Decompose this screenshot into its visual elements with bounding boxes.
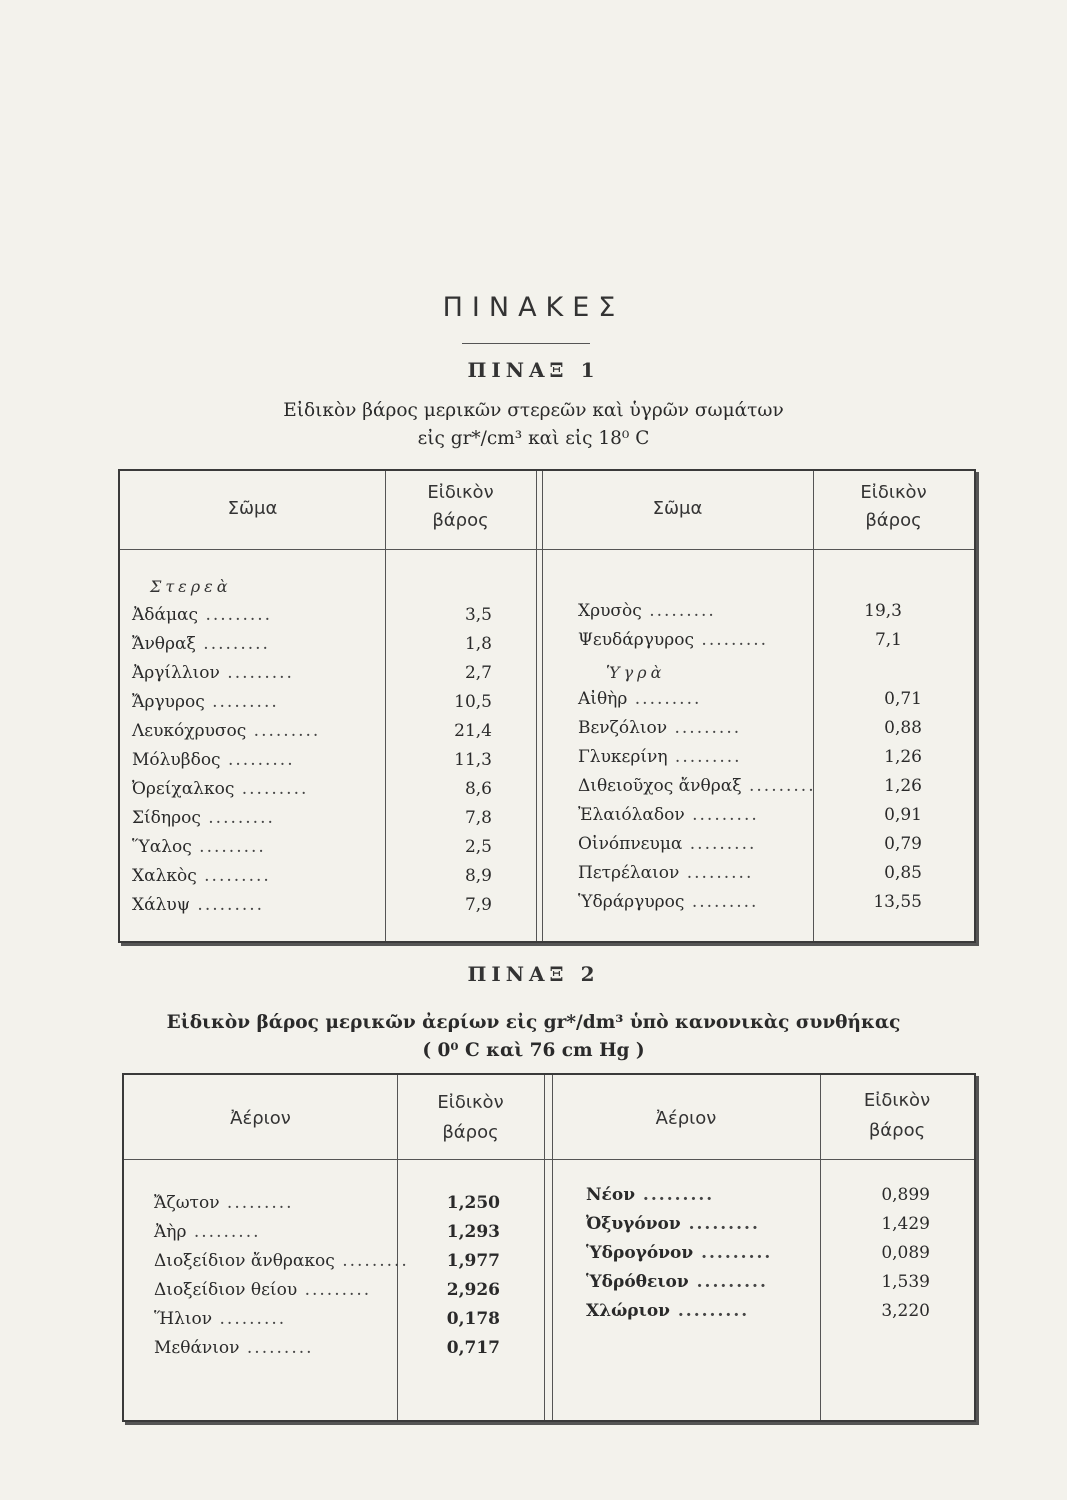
- leader-dots: .........: [684, 892, 759, 912]
- table2-left-row-name: Μεθάνιον: [154, 1338, 240, 1358]
- table1-left-row-label: [132, 750, 295, 770]
- table2-left-row-label: [154, 1222, 261, 1242]
- leader-dots: .........: [669, 1301, 750, 1321]
- table1-right-row-name: Οἰνόπνευμα: [578, 834, 683, 854]
- table1-header-weight-right-2: βάρος: [865, 510, 922, 531]
- table1-left-row-label: [132, 895, 264, 915]
- leader-dots: .........: [200, 808, 275, 828]
- table1-right-row-label: [578, 776, 816, 796]
- table2-right-row-value: 0,899: [881, 1185, 930, 1205]
- table1: [118, 469, 976, 943]
- table1-right-row-name: Ὑδράργυρος: [578, 892, 685, 912]
- table1-left-row-value: 7,8: [464, 808, 492, 828]
- table1-right-row-label: [578, 892, 758, 912]
- table1-left-row-value: 1,8: [464, 634, 492, 654]
- table2-caption-line1: Εἰδικὸν βάρος μερικῶν ἀερίων εἰς gr*/dm³ ὑπὸ κανονικὰς συνθήκας: [166, 1012, 901, 1033]
- leader-dots: .........: [297, 1280, 372, 1300]
- table1-left-row-name: Μόλυβδος: [132, 750, 221, 770]
- table2-header-weight-left-2: βάρος: [442, 1122, 499, 1143]
- leader-dots: .........: [684, 805, 759, 825]
- leader-dots: .........: [220, 750, 295, 770]
- table1-left-row-value: 10,5: [454, 692, 492, 712]
- table1-left-row-value: 7,9: [464, 895, 492, 915]
- leader-dots: .........: [334, 1251, 409, 1271]
- table1-caption-line1: Εἰδικὸν βάρος μερικῶν στερεῶν καὶ ὑγρῶν σωμάτων: [283, 400, 784, 421]
- table2-left-row-name: Ἥλιον: [154, 1309, 213, 1329]
- table1-right-row-name: Ψευδάργυρος: [578, 630, 695, 650]
- leader-dots: .........: [680, 1214, 760, 1234]
- table1-divider: [542, 471, 543, 941]
- table2-header-weight-right-1: Εἰδικὸν: [863, 1090, 931, 1111]
- table1-header-rule: [120, 549, 974, 550]
- table1-left-row-label: [132, 721, 320, 741]
- table2-left-row-name: Διοξείδιον θείου: [154, 1280, 298, 1300]
- leader-dots: .........: [679, 863, 754, 883]
- table1-left-row-name: Ἄνθραξ: [132, 634, 196, 654]
- table1-header-body-right: Σῶμα: [652, 498, 703, 519]
- leader-dots: .........: [204, 692, 279, 712]
- table1-left-row-label: [132, 634, 270, 654]
- leader-dots: .........: [219, 1193, 294, 1213]
- leader-dots: .........: [190, 895, 265, 915]
- table1-left-row-name: Λευκόχρυσος: [132, 721, 247, 741]
- table2-right-row-label: [586, 1243, 772, 1263]
- table2-heading: ΠΙΝΑΞ 2: [467, 962, 600, 986]
- table1-section-liquids: Ὑγρὰ: [606, 663, 666, 682]
- table2-right-row-name: Ὑδρογόνον: [586, 1243, 694, 1263]
- table2-right-row-label: [586, 1185, 714, 1205]
- table2-left-row-label: [154, 1280, 371, 1300]
- table2-left-row-name: Ἀὴρ: [154, 1222, 187, 1242]
- table1-right-row-value: 0,91: [884, 805, 922, 825]
- table1-left-row-name: Ἄργυρος: [132, 692, 205, 712]
- leader-dots: .........: [212, 1309, 287, 1329]
- table1-left-row-label: [132, 692, 279, 712]
- table1-left-row-name: Ἀργίλλιον: [132, 663, 220, 683]
- table2-right-row-label: [586, 1301, 749, 1321]
- table1-left-row-name: Ὀρείχαλκος: [132, 779, 235, 799]
- table1-right-row-value: 19,3: [864, 601, 902, 621]
- leader-dots: .........: [246, 721, 321, 741]
- leader-dots: .........: [635, 1185, 715, 1205]
- table1-right-row-name: Βενζόλιον: [578, 718, 668, 738]
- table2-left-row-label: [154, 1193, 294, 1213]
- table1-left-row-label: [132, 605, 272, 625]
- leader-dots: .........: [195, 634, 270, 654]
- page-title: ΠΙΝΑΚΕΣ: [442, 292, 625, 323]
- table2-header-gas-right: Ἀέριον: [655, 1108, 717, 1129]
- table2-left-row-value: 1,977: [446, 1251, 500, 1271]
- leader-dots: .........: [641, 601, 716, 621]
- table1-right-row-value: 1,26: [884, 747, 922, 767]
- table1-left-row-name: Χάλυψ: [132, 895, 191, 915]
- table1-right-row-name: Γλυκερίνη: [578, 747, 668, 767]
- leader-dots: .........: [694, 630, 769, 650]
- leader-dots: .........: [234, 779, 309, 799]
- table1-right-row-name: Αἰθὴρ: [578, 689, 628, 709]
- table1-left-row-value: 8,6: [464, 779, 492, 799]
- table2-right-row-name: Χλώριον: [586, 1301, 670, 1321]
- table1-left-row-label: [132, 866, 271, 886]
- table2-left-row-value: 2,926: [446, 1280, 500, 1300]
- table1-right-row-value: 1,26: [884, 776, 922, 796]
- leader-dots: .........: [682, 834, 757, 854]
- table2-right-row-name: Ὑδρόθειον: [586, 1272, 689, 1292]
- leader-dots: .........: [239, 1338, 314, 1358]
- table1-heading: ΠΙΝΑΞ 1: [467, 358, 600, 382]
- table2-left-row-name: Ἄζωτον: [154, 1193, 220, 1213]
- table2-right-row-value: 1,539: [881, 1272, 930, 1292]
- table1-right-row-name: Χρυσὸς: [578, 601, 642, 621]
- table2-right-row-label: [586, 1272, 768, 1292]
- table1-left-row-name: Σίδηρος: [132, 808, 201, 828]
- leader-dots: .........: [196, 866, 271, 886]
- table1-right-row-value: 0,71: [884, 689, 922, 709]
- table2-left-row-label: [154, 1251, 409, 1271]
- table1-left-row-value: 21,4: [454, 721, 492, 741]
- table1-left-row-label: [132, 808, 275, 828]
- table1-left-row-value: 2,5: [464, 837, 492, 857]
- leader-dots: .........: [219, 663, 294, 683]
- table1-left-row-value: 3,5: [464, 605, 492, 625]
- table1-right-row-label: [578, 863, 753, 883]
- table1-header-weight-left-1: Εἰδικὸν: [427, 482, 494, 503]
- table1-right-row-label: [578, 601, 716, 621]
- table1-right-row-name: Ἐλαιόλαδον: [578, 805, 685, 825]
- table2-header-weight-right-2: βάρος: [868, 1120, 926, 1141]
- table1-divider: [385, 471, 386, 941]
- table1-right-row-label: [578, 834, 756, 854]
- table2-left-row-name: Διοξείδιον ἄνθρακος: [154, 1251, 335, 1271]
- table2-header-gas-left: Ἀέριον: [230, 1108, 291, 1129]
- table2: [122, 1073, 976, 1422]
- table1-divider: [813, 471, 814, 941]
- table1-left-row-label: [132, 663, 294, 683]
- table1-caption-line2: εἰς gr*/cm³ καὶ εἰς 18⁰ C: [417, 428, 650, 449]
- table1-header-weight-right-1: Εἰδικὸν: [860, 482, 927, 503]
- table1-left-row-value: 2,7: [464, 663, 492, 683]
- table1-right-row-name: Πετρέλαιον: [578, 863, 680, 883]
- table2-left-row-value: 0,717: [446, 1338, 500, 1358]
- table1-left-row-value: 11,3: [454, 750, 492, 770]
- table1-left-row-value: 8,9: [464, 866, 492, 886]
- table1-header-weight-left-2: βάρος: [432, 510, 489, 531]
- leader-dots: .........: [191, 837, 266, 857]
- table1-section-solids: Στερεὰ: [150, 577, 232, 596]
- table1-right-row-value: 7,1: [874, 630, 902, 650]
- table1-left-row-label: [132, 837, 266, 857]
- table2-left-row-value: 0,178: [446, 1309, 500, 1329]
- table2-right-row-name: Νέον: [586, 1185, 636, 1205]
- leader-dots: .........: [688, 1272, 768, 1292]
- table1-right-row-label: [578, 747, 742, 767]
- table1-right-row-name: Διθειοῦχος ἄνθραξ: [578, 776, 742, 796]
- table1-right-row-label: [578, 718, 741, 738]
- table2-left-row-value: 1,293: [446, 1222, 500, 1242]
- table1-left-row-name: Χαλκὸς: [132, 866, 197, 886]
- table1-left-row-name: Ὕαλος: [132, 837, 192, 857]
- title-divider: [462, 343, 590, 344]
- table1-right-row-value: 13,55: [873, 892, 922, 912]
- table1-right-row-label: [578, 805, 759, 825]
- leader-dots: .........: [667, 747, 742, 767]
- table2-divider: [544, 1075, 545, 1420]
- table1-header-body-left: Σῶμα: [227, 498, 278, 519]
- table2-caption-line2: ( 0⁰ C καὶ 76 cm Hg ): [422, 1040, 645, 1061]
- table1-right-row-value: 0,88: [884, 718, 922, 738]
- table2-right-row-label: [586, 1214, 760, 1234]
- table1-right-row-label: [578, 689, 701, 709]
- table1-right-row-value: 0,79: [884, 834, 922, 854]
- table2-right-row-value: 0,089: [881, 1243, 930, 1263]
- table1-left-row-name: Ἀδάμας: [132, 605, 199, 625]
- leader-dots: .........: [198, 605, 273, 625]
- table1-right-row-value: 0,85: [884, 863, 922, 883]
- table2-header-rule: [124, 1159, 974, 1160]
- table2-header-weight-left-1: Εἰδικὸν: [437, 1092, 504, 1113]
- table2-right-row-name: Ὀξυγόνον: [586, 1214, 681, 1234]
- leader-dots: .........: [693, 1243, 773, 1263]
- table2-right-row-value: 3,220: [881, 1301, 930, 1321]
- table2-left-row-label: [154, 1309, 286, 1329]
- table2-left-row-value: 1,250: [446, 1193, 500, 1213]
- leader-dots: .........: [667, 718, 742, 738]
- leader-dots: .........: [741, 776, 816, 796]
- table1-divider: [536, 471, 537, 941]
- leader-dots: .........: [627, 689, 702, 709]
- table2-right-row-value: 1,429: [881, 1214, 930, 1234]
- table1-right-row-label: [578, 630, 768, 650]
- table2-left-row-label: [154, 1338, 314, 1358]
- leader-dots: .........: [186, 1222, 261, 1242]
- table1-left-row-label: [132, 779, 308, 799]
